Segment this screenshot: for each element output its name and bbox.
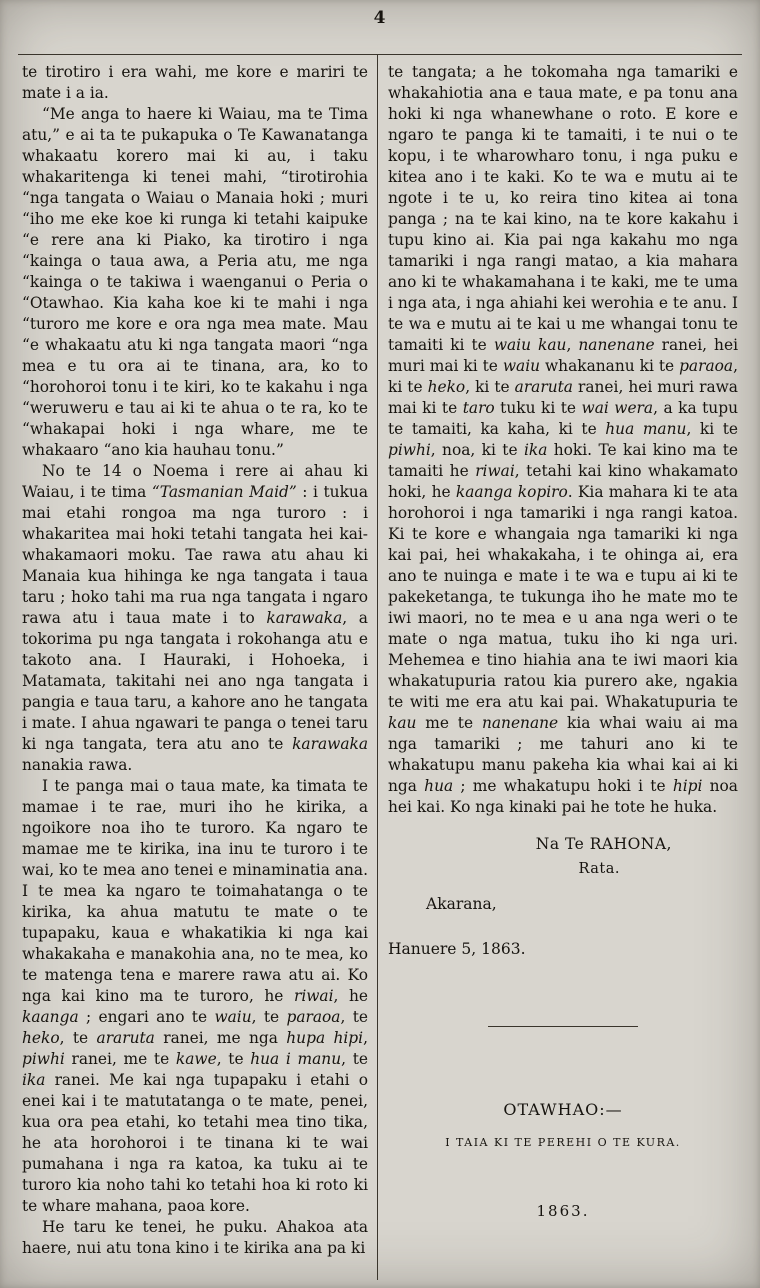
left-column	[22, 62, 368, 1259]
right-column	[388, 62, 738, 1222]
header-rule	[18, 54, 742, 55]
paragraph: No te 14 o Noema i rere ai ahau ki Waiau, i te tima “Tasmanian Maid” : i tukua mai etahi rongoa ma nga turoro : i whakaritea mai hoki tetahi tangata hei kai-whakamaori moku. Tae rawa atu ahau ki Manaia kua hihinga ke nga tangata i taua taru ; hoko tahi ma rua nga tangata i ngaro rawa atu i taua mate i to karawaka, a tokorima pu nga tangata i rokohanga atu e takoto ana. I Hauraki, i Hohoeka, i Matamata, takitahi nei ano nga tangata i pangia e taua taru, a kahore ano he tangata i mate. I ahua ngawari te panga o tenei taru ki nga tangata, tera atu ano te karawaka nanakia rawa.	[22, 462, 368, 774]
signature-date: Hanuere 5, 1863.	[388, 940, 526, 958]
column-divider	[377, 54, 378, 1280]
imprint-line: I TAIA KI TE PEREHI O TE KURA.	[445, 1136, 681, 1149]
paragraph: te tangata; a he tokomaha nga tamariki e whakahiotia ana e taua mate, e pa tonu ana hoki ki nga whanewhane o roto. E kore e ngaro te panga ki te tamaiti, i te nui o te kopu, i te wharowharo tonu, i nga puku e kitea ano i te kaki. Ko te wa e mutu ai te ngote i te u, ko reira tino kitea ai tona panga ; na te kai kino, na te kore kakahu i tupu kino ai. Kia pai nga kakahu mo nga tamariki i nga rangi matao, a kia mahara ano ki te whakamahana i te kaki, me te uma i nga ata, i nga ahiahi kei werohia e te anu. I te wa e mutu ai te kai u me whangai tonu te tamaiti ki te waiu kau, nanenane ranei, hei muri mai ki te waiu whakananu ki te paraoa, ki te heko, ki te araruta ranei, hei muri rawa mai ki te taro tuku ki te wai wera, a ka tupu te tamaiti, ka kaha, ki te hua manu, ki te piwhi, noa, ki te ika hoki. Te kai kino ma te tamaiti he riwai, tetahi kai kino whakamato hoki, he kaanga kopiro. Kia mahara ki te ata horohoroi i nga tamariki i nga rangi katoa. Ki te kore e whangaia nga tamariki ki nga kai pai, hei whakakaha, i te ohinga ai, era ano te nuinga e mate i te wa e tupu ai ki te pakeketanga, te tukunga iho he mate mo te iwi maori, no te mea e u ana nga weri o te mate o nga matua, tuku iho ki nga uri. Mehemea e tino hiahia ana te iwi maori kia whakatupuria ratou kia purero ake, ngakia te witi me era atu kai pai. Whakatupuria te kau me te nanenane kia whai waiu ai ma nga tamariki ; me tahuri ano ki te whakatupu manu pakeha kia whai kai ai ki nga hua ; me whakatupu hoki i te hipi noa hei kai. Ko nga kinaki pai he tote he huka.	[388, 63, 739, 816]
paragraph: “Me anga to haere ki Waiau, ma te Tima atu,” e ai ta te pukapuka o Te Kawanatanga whakaatu korero mai ki au, i taku whakaritenga ki tenei mahi, “tirotirohia “nga tangata o Waiau o Manaia hoki ; muri “iho me eke koe ki runga ki tetahi kaipuke “e rere ana ki Piako, ka tirotiro i nga “kainga o taua awa, a Peria atu, me nga “kainga o te takiwa i waenganui o Peria o “Otawhao. Kia kaha koe ki te mahi i nga “turoro me kore e ora nga mea mate. Mau “e whakaatu atu ki nga tangata maori “nga mea e tu ora ai te tinana, ara, ko to “horohoroi tonu i te kiri, ko te kakahu i nga “weruweru e tau ai ki te ahua o te ra, ko te “whakapai hoki i nga whare, me te whakaaro “ano kia hauhau tonu.”	[22, 105, 368, 459]
page-number: 4	[373, 8, 387, 28]
paragraph: I te panga mai o taua mate, ka timata te mamae i te rae, muri iho he kirika, a ngoikore noa iho te turoro. Ka ngaro te mamae me te kirika, ina inu te turoro i te wai, ko te mea ano tenei e minaminatia ana. I te mea ka ngaro te toimahatanga o te kirika, ka ahua matutu te mate o te tupapaku, kaua e whakatikia ki nga kai whakakaha e manakohia ana, no te mea, ko te matenga tena e marere rawa atu ai. Ko nga kai kino ma te turoro, he riwai, he kaanga ; engari ano te waiu, te paraoa, te heko, te araruta ranei, me nga hupa hipi, piwhi ranei, me te kawe, te hua i manu, te ika ranei. Me kai nga tupapaku i etahi o enei kai i te matutatanga o te mate, penei, kua ora pea etahi, ko tetahi mea tino tika, he ata horohoroi i te tinana ki te wai pumahana i nga ra katoa, ka tuku ai te turoro kia noho tahi ko tetahi hoa ki roto ki te whare mahana, paoa kore.	[22, 777, 368, 1215]
signature-name: Na Te RAHONA,	[535, 835, 672, 853]
imprint-rule	[488, 1026, 638, 1027]
imprint-title: OTAWHAO:—	[503, 1100, 623, 1119]
signature-title: Rata.	[578, 861, 620, 877]
signature-place: Akarana,	[426, 895, 497, 913]
right-column-text	[388, 62, 738, 818]
imprint-year: 1863.	[536, 1202, 590, 1220]
paragraph: He taru ke tenei, he puku. Ahakoa ata haere, nui atu tona kino i te kirika ana pa ki	[22, 1218, 368, 1257]
paragraph: te tirotiro i era wahi, me kore e mariri te mate i a ia.	[22, 63, 368, 102]
